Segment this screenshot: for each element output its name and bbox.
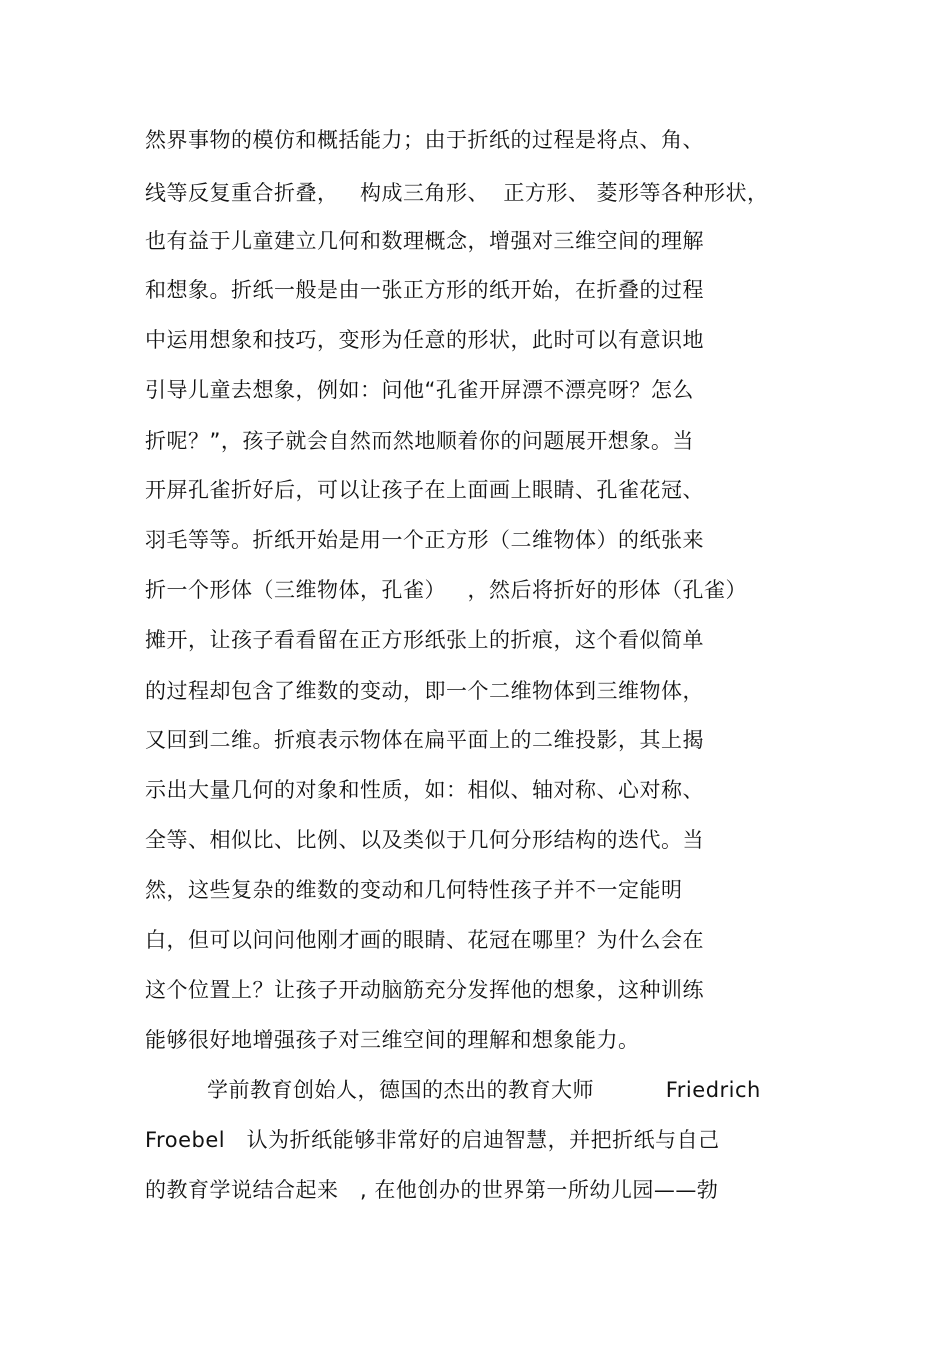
text-line-20: 学前教育创始人，德国的杰出的教育大师 Friedrich: [207, 1078, 761, 1102]
text-line-2: 线等反复重合折叠， 构成三角形、 正方形、 菱形等各种形状，: [145, 181, 769, 205]
text-line-13: 又回到二维。折痕表示物体在扁平面上的二维投影，其上揭: [145, 728, 704, 752]
text-line-12: 的过程却包含了维数的变动，即一个二维物体到三维物体，: [145, 679, 704, 703]
text-line-10: 折一个形体（三维物体，孔雀） ，然后将折好的形体（孔雀）: [145, 578, 748, 602]
text-line-18: 这个位置上？让孩子开动脑筋充分发挥他的想象，这种训练: [145, 978, 704, 1002]
text-line-5: 中运用想象和技巧，变形为任意的形状，此时可以有意识地: [145, 328, 704, 352]
text-line-7: 折呢？”，孩子就会自然而然地顺着你的问题展开想象。当: [145, 429, 694, 453]
text-line-17: 白，但可以问问他刚才画的眼睛、花冠在哪里？为什么会在: [145, 928, 704, 952]
text-line-14: 示出大量几何的对象和性质，如：相似、轴对称、心对称、: [145, 778, 704, 802]
text-line-3: 也有益于儿童建立几何和数理概念，增强对三维空间的理解: [145, 229, 704, 253]
text-line-8: 开屏孔雀折好后，可以让孩子在上面画上眼睛、孔雀花冠、: [145, 478, 704, 502]
text-line-21: Froebel 认为折纸能够非常好的启迪智慧，并把折纸与自己: [145, 1128, 720, 1152]
text-line-22: 的教育学说结合起来 , 在他创办的世界第一所幼儿园——勃: [145, 1178, 719, 1202]
text-line-19: 能够很好地增强孩子对三维空间的理解和想象能力。: [145, 1028, 640, 1052]
text-line-11: 摊开，让孩子看看留在正方形纸张上的折痕，这个看似简单: [145, 628, 704, 652]
text-line-6: 引导儿童去想象，例如：问他“孔雀开屏漂不漂亮呀？怎么: [145, 378, 694, 402]
text-line-15: 全等、相似比、比例、以及类似于几何分形结构的迭代。当: [145, 828, 704, 852]
text-line-4: 和想象。折纸一般是由一张正方形的纸开始，在折叠的过程: [145, 278, 704, 302]
text-line-16: 然，这些复杂的维数的变动和几何特性孩子并不一定能明: [145, 878, 683, 902]
text-line-1: 然界事物的模仿和概括能力；由于折纸的过程是将点、角、: [145, 128, 704, 152]
text-line-9: 羽毛等等。折纸开始是用一个正方形（二维物体）的纸张来: [145, 528, 704, 552]
